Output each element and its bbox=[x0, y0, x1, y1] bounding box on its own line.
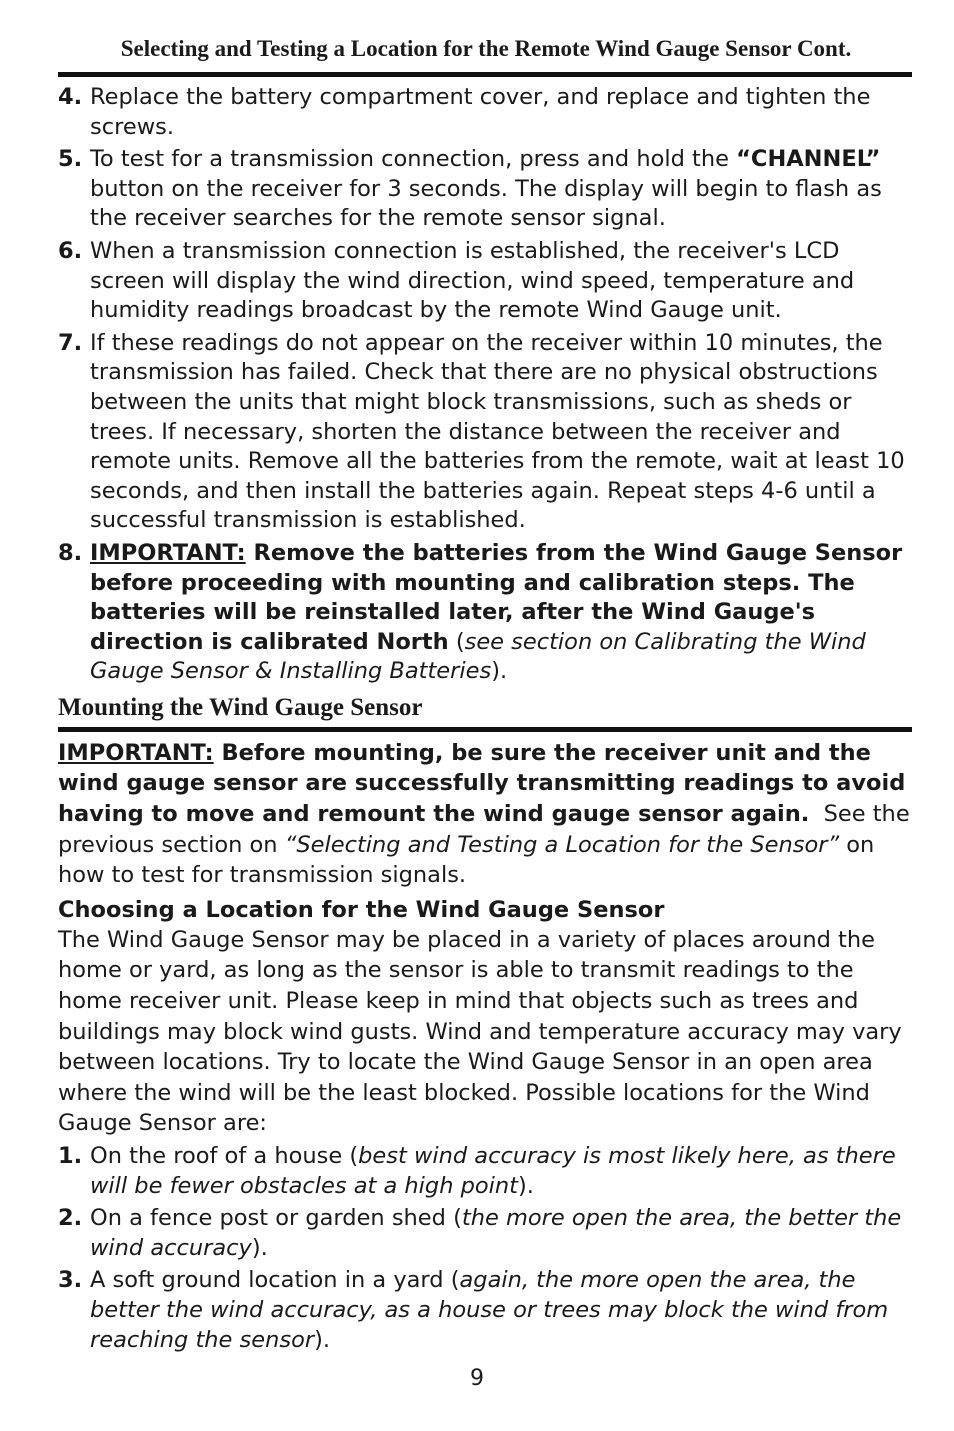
paragraph-text: See the previous section on bbox=[58, 801, 917, 858]
important-label: IMPORTANT: bbox=[58, 739, 214, 766]
header-title: Selecting and Testing a Location for the Remote Wind Gauge Sensor Cont. bbox=[120, 36, 852, 61]
page-number: 9 bbox=[470, 1366, 484, 1391]
paragraph-text: on how to test for transmission signals. bbox=[58, 831, 875, 889]
step-number: 6. bbox=[58, 237, 83, 264]
step-4 bbox=[58, 83, 914, 142]
step-text-part: To test for a transmission connection, press and hold the bbox=[90, 146, 737, 173]
steps-list bbox=[58, 83, 914, 687]
item-note: best wind accuracy is most likely here, as there will be fewer obstacles at a high point bbox=[90, 1143, 896, 1199]
mounting-title: Mounting the Wind Gauge Sensor bbox=[58, 693, 423, 721]
step-text: If these readings do not appear on the receiver within 10 minutes, the transmission has failed. Check that there are no physical obstructions between the units that might block transmissions, such as sheds or trees. If necessary, shorten the distance between the receiver and remote units. Remove all the batteries from the remote, wait at least 10 seconds, and then install the batteries again. Repeat steps 4-6 until a successful transmission is established. bbox=[90, 329, 905, 534]
channel-button-name: “CHANNEL” bbox=[736, 146, 881, 173]
step-text-part: button on the receiver for 3 seconds. The display will begin to flash as the receiver searches for the remote sensor signal. bbox=[90, 175, 882, 232]
item-end: ). bbox=[518, 1172, 534, 1199]
step-number: 4. bbox=[58, 84, 83, 110]
location-item-2 bbox=[58, 1204, 914, 1263]
step-number: 5. bbox=[58, 146, 83, 173]
important-label: IMPORTANT: bbox=[90, 539, 246, 566]
item-number: 1. bbox=[58, 1143, 83, 1169]
item-number: 3. bbox=[58, 1267, 83, 1294]
item-text-part: On the roof of a house ( bbox=[90, 1143, 359, 1169]
mounting-important-paragraph bbox=[58, 738, 917, 891]
step-text: When a transmission connection is established, the receiver's LCD screen will display the wind direction, wind speed, temperature and humidity readings broadcast by the remote Wind Gauge unit. bbox=[90, 237, 855, 324]
section-reference: “Selecting and Testing a Location for the Sensor” bbox=[284, 831, 840, 858]
paren-open: ( bbox=[448, 628, 465, 655]
step-number: 8. bbox=[58, 539, 83, 566]
step-text bbox=[90, 539, 914, 687]
step-number: 7. bbox=[58, 329, 83, 356]
location-item-3 bbox=[58, 1266, 914, 1355]
step-7 bbox=[58, 329, 914, 536]
mounting-rule bbox=[58, 727, 912, 732]
location-item-1 bbox=[58, 1142, 914, 1201]
item-note: again, the more open the area, the better the wind accuracy, as a house or trees may block the wind from reaching the sensor bbox=[90, 1267, 889, 1353]
step-6 bbox=[58, 237, 914, 326]
item-text bbox=[90, 1204, 914, 1263]
header-rule bbox=[58, 72, 912, 77]
step-8 bbox=[58, 539, 914, 687]
paren-close: ). bbox=[491, 658, 508, 685]
item-number: 2. bbox=[58, 1205, 83, 1232]
locations-list bbox=[58, 1142, 914, 1355]
choosing-title: Choosing a Location for the Wind Gauge Sensor bbox=[58, 896, 665, 923]
item-text bbox=[90, 1142, 914, 1201]
step-text: Replace the battery compartment cover, and replace and tighten the screws. bbox=[90, 84, 871, 140]
item-text bbox=[90, 1266, 914, 1355]
important-text: Before mounting, be sure the receiver unit and the wind gauge sensor are successfully transmitting readings to avoid having to move and remount the wind gauge sensor again. bbox=[58, 739, 906, 828]
item-text-part: On a fence post or garden shed ( bbox=[90, 1205, 462, 1232]
calibration-reference: see section on Calibrating the Wind Gauge Sensor & Installing Batteries bbox=[90, 628, 866, 685]
item-text-part: A soft ground location in a yard ( bbox=[90, 1267, 460, 1294]
step-5 bbox=[58, 145, 914, 234]
item-end: ). bbox=[251, 1234, 268, 1261]
manual-page bbox=[58, 30, 917, 1358]
item-end: ). bbox=[314, 1326, 331, 1353]
important-text: Remove the batteries from the Wind Gauge Sensor before proceeding with mounting and calibration steps. The batteries will be reinstalled later, after the Wind Gauge's direction is calibrated North bbox=[90, 539, 903, 655]
item-note: the more open the area, the better the wind accuracy bbox=[90, 1205, 902, 1261]
step-text bbox=[90, 145, 914, 234]
choosing-paragraph: The Wind Gauge Sensor may be placed in a variety of places around the home or yard, as long as the sensor is able to transmit readings to the home receiver unit. Please keep in mind that objects such as trees and buildings may block wind gusts. Wind and temperature accuracy may vary between locations. Try to locate the Wind Gauge Sensor in an open area where the wind will be the least blocked. Possible locations for the Wind Gauge Sensor are: bbox=[58, 926, 902, 1137]
